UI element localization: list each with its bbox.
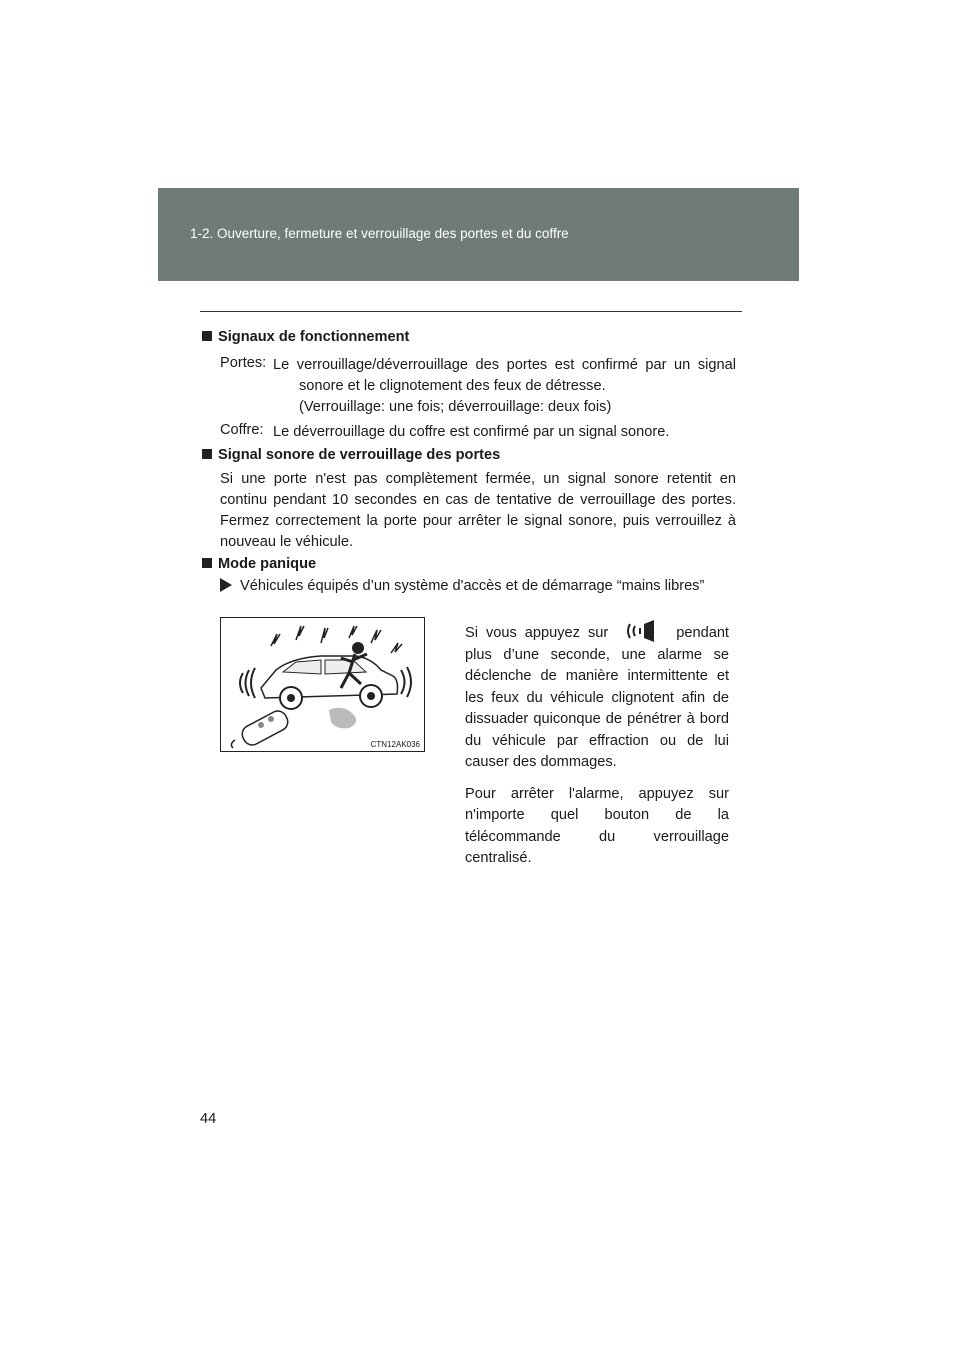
heading-text: Signaux de fonctionnement bbox=[218, 329, 410, 345]
coffre-label: Coffre: bbox=[220, 422, 264, 438]
heading-text: Signal sonore de verrouillage des portes bbox=[218, 447, 501, 463]
chapter-title: 1-2. Ouverture, fermeture et verrouillage des portes et du coffre bbox=[190, 226, 569, 241]
panic-paragraph-1 bbox=[465, 620, 729, 774]
page-number: 44 bbox=[200, 1111, 217, 1127]
portes-label: Portes: bbox=[220, 355, 267, 371]
square-bullet-icon bbox=[202, 331, 212, 341]
heading-text: Mode panique bbox=[218, 556, 317, 572]
header-rule bbox=[200, 311, 742, 312]
section-heading-mode-panique bbox=[202, 556, 316, 572]
coffre-text: Le déverrouillage du coffre est confirmé par un signal sonore. bbox=[273, 424, 670, 440]
vehicle-note-text: Véhicules équipés d’un système d'accès et de démarrage “mains libres” bbox=[240, 578, 705, 594]
panic-button-icon bbox=[624, 620, 660, 642]
panic-text-before-icon: Si vous appuyez sur bbox=[465, 625, 609, 641]
vehicle-applicability-note bbox=[220, 578, 704, 594]
square-bullet-icon bbox=[202, 449, 212, 459]
figure-code: CTN12AK036 bbox=[370, 740, 420, 749]
panic-mode-description bbox=[465, 620, 729, 880]
square-bullet-icon bbox=[202, 558, 212, 568]
car-alarm-drawing bbox=[221, 618, 424, 751]
section-heading-signal-sonore bbox=[202, 447, 500, 463]
panic-alarm-illustration bbox=[220, 617, 425, 752]
section-heading-signaux bbox=[202, 329, 409, 345]
portes-line3: (Verrouillage: une fois; déverrouillage: deux fois) bbox=[299, 399, 612, 415]
portes-line1: Le verrouillage/déverrouillage des portes est confirmé par un signal bbox=[273, 357, 736, 373]
signal-sonore-body: Si une porte n'est pas complètement fermée, un signal sonore retentit en continu pendant 10 secondes en cas de tentative de verrouillage des portes. Fermez correctement la porte pour arrêter le signal sonore, puis verrouillez à nouveau le véhicule. bbox=[220, 471, 736, 550]
chapter-header-band bbox=[158, 188, 799, 281]
panic-paragraph-2: Pour arrêter l'alarme, appuyez sur n'importe quel bouton de la télécommande du verrouillage centralisé. bbox=[465, 785, 729, 866]
portes-line2: sonore et le clignotement des feux de détresse. bbox=[299, 378, 606, 394]
triangle-arrow-icon bbox=[220, 578, 232, 592]
panic-text-after-icon: pendant plus d’une seconde, une alarme se déclenche de manière intermittente et les feux du véhicule clignotent afin de dissuader quiconque de pénétrer à bord du véhicule par effraction ou de lui causer des dommages. bbox=[465, 625, 729, 770]
